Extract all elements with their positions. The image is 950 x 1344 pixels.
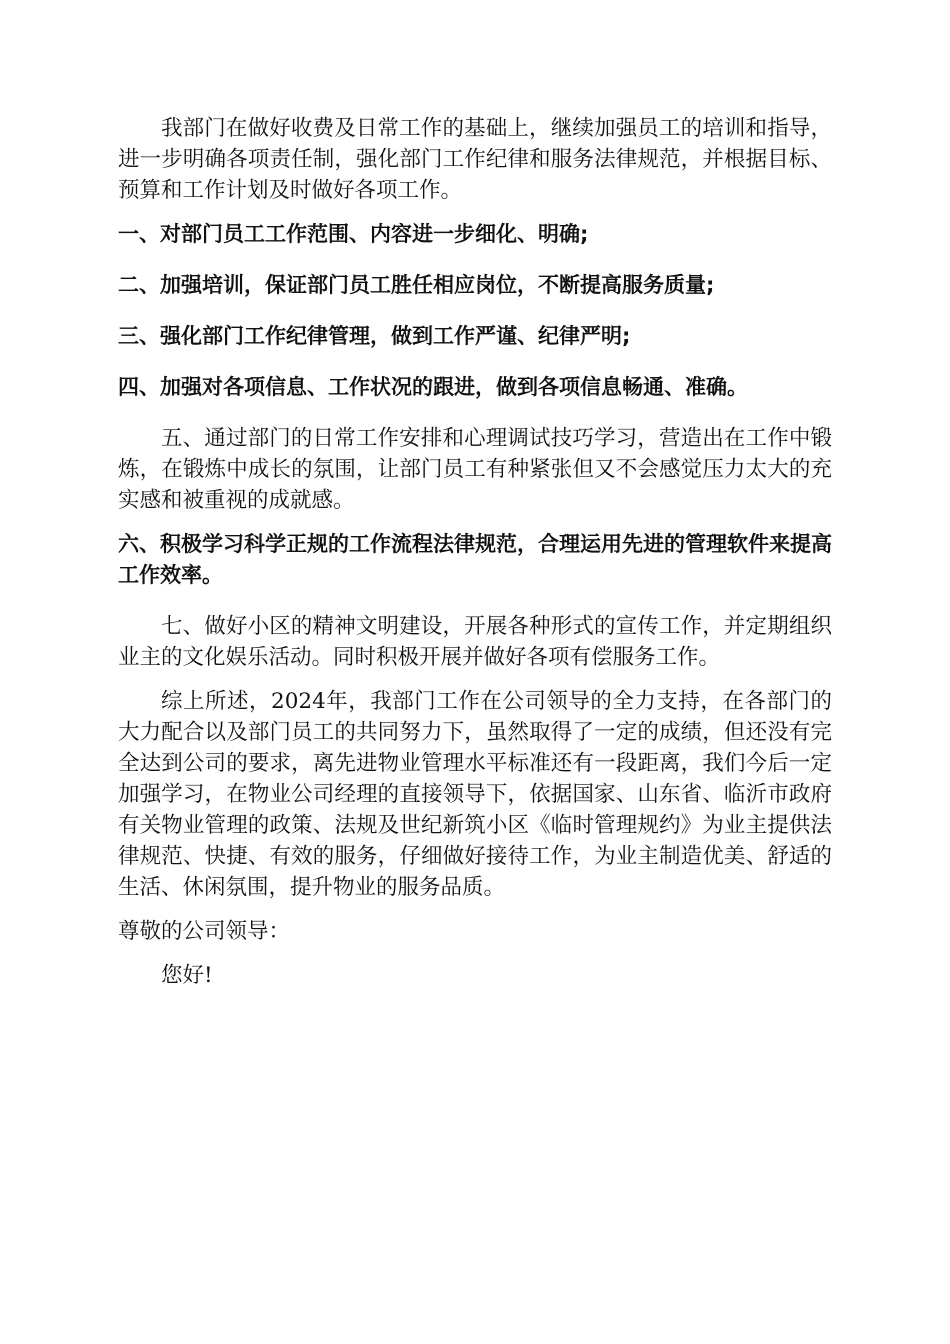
item-two: 二、加强培训，保证部门员工胜任相应岗位，不断提高服务质量;: [118, 273, 715, 297]
salutation: 尊敬的公司领导：: [118, 919, 291, 944]
item-one: 一、对部门员工工作范围、内容进一步细化、明确;: [118, 222, 589, 246]
item-four: 四、加强对各项信息、工作状况的跟进，做到各项信息畅通、准确。: [118, 375, 748, 399]
item-seven: 七、做好小区的精神文明建设，开展各种形式的宣传工作，并定期组织业主的文化娱乐活动。同时积极开展并做好各项有偿服务工作。: [118, 614, 832, 670]
document-body: [118, 113, 832, 1004]
paragraph-intro: 我部门在做好收费及日常工作的基础上，继续加强员工的培训和指导，进一步明确各项责任制，强化部门工作纪律和服务法律规范，并根据目标、预算和工作计划及时做好各项工作。: [118, 116, 832, 203]
paragraph-summary: 综上所述，2024年，我部门工作在公司领导的全力支持，在各部门的大力配合以及部门员工的共同努力下，虽然取得了一定的成绩，但还没有完全达到公司的要求，离先进物业管理水平标准还有一段距离，我们今后一定加强学习，在物业公司经理的直接领导下，依据国家、山东省、临沂市政府有关物业管理的政策、法规及世纪新筑小区《临时管理规约》为业主提供法律规范、快捷、有效的服务，仔细做好接待工作，为业主制造优美、舒适的生活、休闲氛围，提升物业的服务品质。: [118, 689, 832, 900]
item-three: 三、强化部门工作纪律管理，做到工作严谨、纪律严明;: [118, 324, 631, 348]
item-five: 五、通过部门的日常工作安排和心理调试技巧学习，营造出在工作中锻炼，在锻炼中成长的氛围，让部门员工有种紧张但又不会感觉压力太大的充实感和被重视的成就感。: [118, 426, 832, 513]
item-six: 六、积极学习科学正规的工作流程法律规范，合理运用先进的管理软件来提高工作效率。: [118, 532, 832, 587]
greeting: 您好!: [161, 963, 213, 988]
